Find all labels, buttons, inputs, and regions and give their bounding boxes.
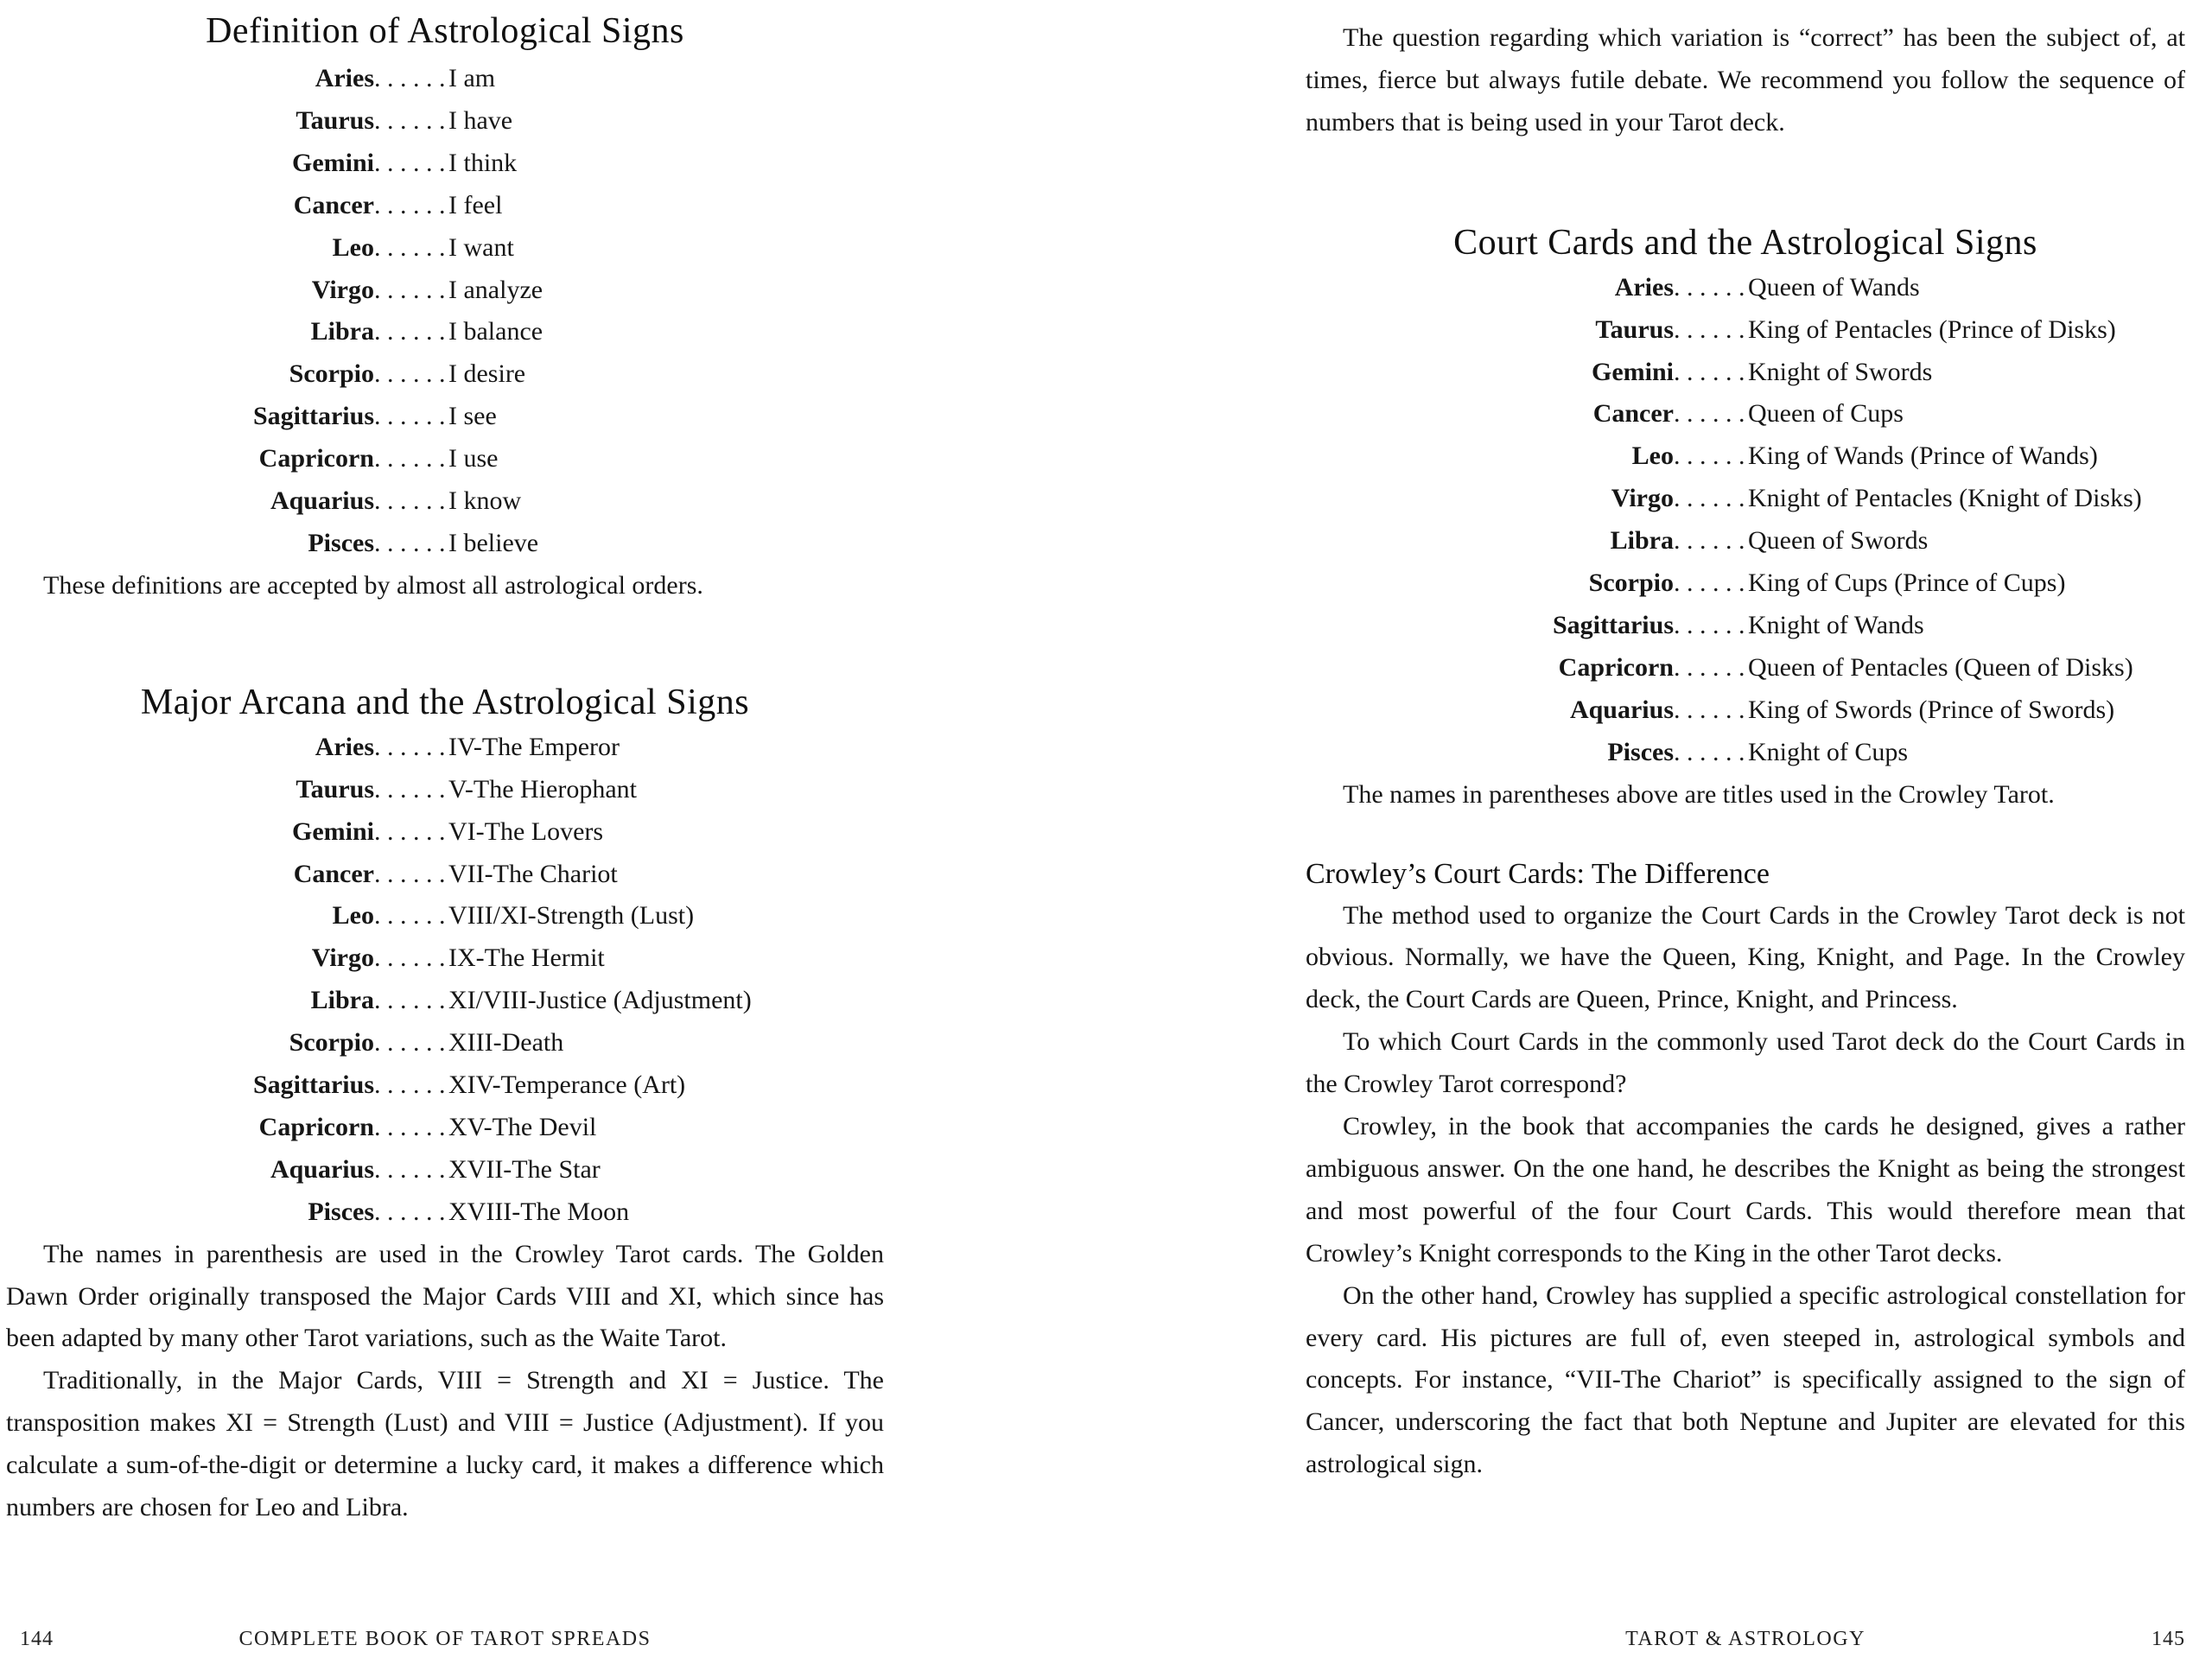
association-value: I have bbox=[448, 105, 513, 135]
zodiac-sign-label: Leo bbox=[1631, 441, 1674, 471]
body-paragraph: Crowley, in the book that accompanies the cards he designed, gives a rather ambiguous answer. On the one hand, he describes the Knight as being the strongest and most powerful of the four Court Cards. This would therefore mean that Crowley’s Knight corresponds to the King in the other Tarot decks. bbox=[1306, 1112, 2185, 1267]
zodiac-sign-label: Pisces bbox=[308, 1197, 374, 1226]
major-arcana-list bbox=[6, 727, 884, 1234]
list-item bbox=[6, 100, 884, 143]
subsection-title-crowley-difference: Crowley’s Court Cards: The Difference bbox=[1306, 857, 1770, 890]
zodiac-sign-label: Virgo bbox=[311, 275, 374, 304]
association-value: I know bbox=[448, 486, 522, 516]
zodiac-sign-label: Gemini bbox=[292, 816, 374, 846]
zodiac-sign-label: Cancer bbox=[293, 859, 374, 888]
association-value: I think bbox=[448, 148, 518, 177]
book-page-right bbox=[1306, 0, 2185, 1486]
zodiac-sign-label: Taurus bbox=[296, 774, 374, 804]
association-value: I use bbox=[448, 444, 499, 473]
list-item bbox=[1306, 393, 2185, 435]
list-item bbox=[1306, 689, 2185, 732]
zodiac-sign-label: Aquarius bbox=[270, 486, 374, 516]
list-item bbox=[6, 185, 884, 227]
list-item bbox=[1306, 309, 2185, 352]
association-value: VIII/XI-Strength (Lust) bbox=[448, 901, 695, 931]
list-item bbox=[1306, 647, 2185, 689]
zodiac-sign-label: Scorpio bbox=[289, 359, 374, 389]
page-number-left: 144 bbox=[20, 1628, 54, 1650]
zodiac-sign-label: Gemini bbox=[292, 148, 374, 177]
list-item bbox=[6, 1149, 884, 1191]
dot-leader: . . . . . . bbox=[374, 190, 446, 219]
zodiac-sign-label: Leo bbox=[332, 232, 374, 262]
dot-leader: . . . . . . bbox=[374, 1197, 446, 1226]
dot-leader: . . . . . . bbox=[1674, 695, 1745, 724]
running-title-left: COMPLETE BOOK OF TAROT SPREADS bbox=[238, 1628, 652, 1650]
dot-leader: . . . . . . bbox=[374, 901, 446, 931]
dot-leader: . . . . . . bbox=[374, 1070, 446, 1100]
dot-leader: . . . . . . bbox=[1674, 272, 1745, 302]
zodiac-sign-label: Pisces bbox=[1607, 737, 1674, 766]
association-value: XI/VIII-Justice (Adjustment) bbox=[448, 986, 752, 1015]
association-value: I see bbox=[448, 402, 497, 431]
dot-leader: . . . . . . bbox=[374, 359, 446, 389]
association-value: King of Cups (Prince of Cups) bbox=[1748, 569, 2066, 598]
association-value: VII-The Chariot bbox=[448, 859, 618, 888]
body-paragraph: The names in parenthesis are used in the Crowley Tarot cards. The Golden Dawn Order originally transposed the Major Cards VIII and XI, which since has been adapted by many other Tarot variations, such as the Waite Tarot. bbox=[6, 1239, 884, 1353]
zodiac-sign-label: Libra bbox=[310, 317, 374, 346]
list-item bbox=[1306, 520, 2185, 562]
dot-leader: . . . . . . bbox=[374, 402, 446, 431]
dot-leader: . . . . . . bbox=[374, 317, 446, 346]
dot-leader: . . . . . . bbox=[1674, 652, 1745, 682]
list-item bbox=[6, 727, 884, 769]
zodiac-sign-label: Capricorn bbox=[258, 1112, 374, 1141]
zodiac-sign-label: Virgo bbox=[311, 943, 374, 973]
association-value: VI-The Lovers bbox=[448, 816, 604, 846]
list-item bbox=[6, 769, 884, 811]
definitions-note: These definitions are accepted by almost all astrological orders. bbox=[43, 570, 703, 600]
dot-leader: . . . . . . bbox=[374, 986, 446, 1015]
zodiac-sign-label: Pisces bbox=[308, 528, 374, 557]
association-value: I desire bbox=[448, 359, 526, 389]
zodiac-sign-label: Aries bbox=[315, 64, 374, 92]
list-item bbox=[6, 311, 884, 353]
zodiac-sign-label: Scorpio bbox=[1588, 569, 1674, 598]
zodiac-sign-label: Taurus bbox=[296, 105, 374, 135]
page-number-right: 145 bbox=[2152, 1628, 2185, 1650]
zodiac-sign-label: Libra bbox=[1610, 526, 1674, 556]
dot-leader: . . . . . . bbox=[1674, 357, 1745, 386]
list-item bbox=[6, 937, 884, 980]
list-item bbox=[6, 227, 884, 270]
zodiac-sign-label: Aquarius bbox=[1569, 695, 1674, 724]
association-value: I am bbox=[448, 64, 496, 92]
dot-leader: . . . . . . bbox=[1674, 441, 1745, 471]
zodiac-sign-label: Capricorn bbox=[258, 444, 374, 473]
list-item bbox=[6, 895, 884, 937]
association-value: I believe bbox=[448, 528, 539, 557]
list-item bbox=[6, 523, 884, 565]
definitions-list bbox=[6, 58, 884, 565]
list-item bbox=[1306, 562, 2185, 605]
dot-leader: . . . . . . bbox=[374, 105, 446, 135]
association-value: Queen of Cups bbox=[1748, 399, 1904, 429]
association-value: V-The Hierophant bbox=[448, 774, 637, 804]
association-value: Queen of Swords bbox=[1748, 526, 1929, 556]
association-value: IX-The Hermit bbox=[448, 943, 605, 973]
list-item bbox=[1306, 352, 2185, 394]
list-item bbox=[6, 1107, 884, 1149]
association-value: XIV-Temperance (Art) bbox=[448, 1070, 686, 1100]
intro-paragraph: The question regarding which variation is “correct” has been the subject of, at times, fierce but always futile debate. We recommend you follow the sequence of numbers that is being used in your Tarot deck. bbox=[1306, 23, 2185, 137]
body-paragraph: On the other hand, Crowley has supplied a specific astrological constellation for every card. His pictures are full of, even steeped in, astrological symbols and concepts. For instance, “VII-The Chariot” is specifically assigned to the sign of Cancer, underscoring the fact that both Neptune and Jupiter are elevated for this astrological sign. bbox=[1306, 1280, 2185, 1479]
body-paragraph: To which Court Cards in the commonly used Tarot deck do the Court Cards in the Crowley Tarot correspond? bbox=[1306, 1027, 2185, 1099]
dot-leader: . . . . . . bbox=[374, 943, 446, 973]
association-value: XIII-Death bbox=[448, 1028, 564, 1058]
dot-leader: . . . . . . bbox=[1674, 399, 1745, 429]
association-value: XVIII-The Moon bbox=[448, 1197, 630, 1226]
list-item bbox=[1306, 605, 2185, 647]
list-item bbox=[6, 1064, 884, 1107]
association-value: I balance bbox=[448, 317, 543, 346]
association-value: Knight of Wands bbox=[1748, 610, 1924, 639]
list-item bbox=[6, 143, 884, 185]
dot-leader: . . . . . . bbox=[374, 732, 446, 761]
zodiac-sign-label: Cancer bbox=[293, 190, 374, 219]
association-value: Queen of Wands bbox=[1748, 272, 1920, 302]
dot-leader: . . . . . . bbox=[374, 816, 446, 846]
list-item bbox=[6, 58, 884, 100]
court-cards-note: The names in parentheses above are titles used in the Crowley Tarot. bbox=[1343, 779, 2055, 809]
dot-leader: . . . . . . bbox=[1674, 314, 1745, 344]
association-value: XVII-The Star bbox=[448, 1154, 601, 1184]
association-value: I analyze bbox=[448, 275, 543, 304]
zodiac-sign-label: Taurus bbox=[1595, 314, 1674, 344]
list-item bbox=[6, 396, 884, 438]
dot-leader: . . . . . . bbox=[374, 528, 446, 557]
body-paragraph: Traditionally, in the Major Cards, VIII = Strength and XI = Justice. The transposition makes XI = Strength (Lust) and VIII = Justice (Adjustment). If you calculate a sum-of-the-digit or determine a lucky card, it makes a difference which numbers are chosen for Leo and Libra. bbox=[6, 1366, 884, 1522]
dot-leader: . . . . . . bbox=[1674, 737, 1745, 766]
zodiac-sign-label: Aries bbox=[315, 732, 374, 761]
list-item bbox=[1306, 732, 2185, 774]
list-item bbox=[6, 270, 884, 312]
association-value: I want bbox=[448, 232, 514, 262]
zodiac-sign-label: Scorpio bbox=[289, 1028, 374, 1058]
section-title-court-cards: Court Cards and the Astrological Signs bbox=[1453, 222, 2037, 263]
dot-leader: . . . . . . bbox=[1674, 484, 1745, 513]
zodiac-sign-label: Aries bbox=[1614, 272, 1674, 302]
zodiac-sign-label: Sagittarius bbox=[252, 402, 374, 431]
dot-leader: . . . . . . bbox=[374, 232, 446, 262]
list-item bbox=[6, 438, 884, 480]
zodiac-sign-label: Gemini bbox=[1592, 357, 1674, 386]
list-item bbox=[6, 480, 884, 523]
dot-leader: . . . . . . bbox=[374, 148, 446, 177]
dot-leader: . . . . . . bbox=[374, 1112, 446, 1141]
zodiac-sign-label: Capricorn bbox=[1558, 652, 1674, 682]
dot-leader: . . . . . . bbox=[1674, 610, 1745, 639]
zodiac-sign-label: Cancer bbox=[1592, 399, 1674, 429]
list-item bbox=[1306, 267, 2185, 309]
association-value: Queen of Pentacles (Queen of Disks) bbox=[1748, 652, 2133, 682]
dot-leader: . . . . . . bbox=[374, 1154, 446, 1184]
association-value: King of Pentacles (Prince of Disks) bbox=[1748, 314, 2116, 344]
section-title-major-arcana: Major Arcana and the Astrological Signs bbox=[140, 682, 750, 722]
zodiac-sign-label: Aquarius bbox=[270, 1154, 374, 1184]
association-value: King of Swords (Prince of Swords) bbox=[1748, 695, 2115, 724]
list-item bbox=[6, 854, 884, 896]
list-item bbox=[1306, 478, 2185, 520]
list-item bbox=[1306, 435, 2185, 478]
dot-leader: . . . . . . bbox=[374, 486, 446, 516]
dot-leader: . . . . . . bbox=[374, 774, 446, 804]
association-value: XV-The Devil bbox=[448, 1112, 597, 1141]
list-item bbox=[6, 811, 884, 854]
dot-leader: . . . . . . bbox=[374, 859, 446, 888]
book-page-left bbox=[6, 0, 884, 1529]
association-value: Knight of Cups bbox=[1748, 737, 1909, 766]
dot-leader: . . . . . . bbox=[1674, 526, 1745, 556]
association-value: King of Wands (Prince of Wands) bbox=[1748, 441, 2098, 471]
association-value: IV-The Emperor bbox=[448, 732, 620, 761]
association-value: Knight of Swords bbox=[1748, 357, 1933, 386]
zodiac-sign-label: Virgo bbox=[1611, 484, 1674, 513]
dot-leader: . . . . . . bbox=[374, 1028, 446, 1058]
association-value: Knight of Pentacles (Knight of Disks) bbox=[1748, 484, 2142, 513]
zodiac-sign-label: Sagittarius bbox=[252, 1070, 374, 1100]
dot-leader: . . . . . . bbox=[374, 444, 446, 473]
running-title-right: TAROT & ASTROLOGY bbox=[1625, 1628, 1866, 1650]
list-item bbox=[6, 980, 884, 1022]
list-item bbox=[6, 353, 884, 396]
dot-leader: . . . . . . bbox=[374, 64, 446, 92]
list-item bbox=[6, 1022, 884, 1064]
section-title-definitions: Definition of Astrological Signs bbox=[206, 11, 684, 51]
court-cards-list bbox=[1306, 267, 2185, 774]
zodiac-sign-label: Leo bbox=[332, 901, 374, 931]
dot-leader: . . . . . . bbox=[1674, 569, 1745, 598]
zodiac-sign-label: Libra bbox=[310, 986, 374, 1015]
zodiac-sign-label: Sagittarius bbox=[1552, 610, 1674, 639]
dot-leader: . . . . . . bbox=[374, 275, 446, 304]
association-value: I feel bbox=[448, 190, 503, 219]
body-paragraph: The method used to organize the Court Cards in the Crowley Tarot deck is not obvious. Normally, we have the Queen, King, Knight, and Page. In the Crowley deck, the Court Cards are Queen, Prince, Knight, and Princess. bbox=[1306, 900, 2185, 1014]
list-item bbox=[6, 1191, 884, 1234]
